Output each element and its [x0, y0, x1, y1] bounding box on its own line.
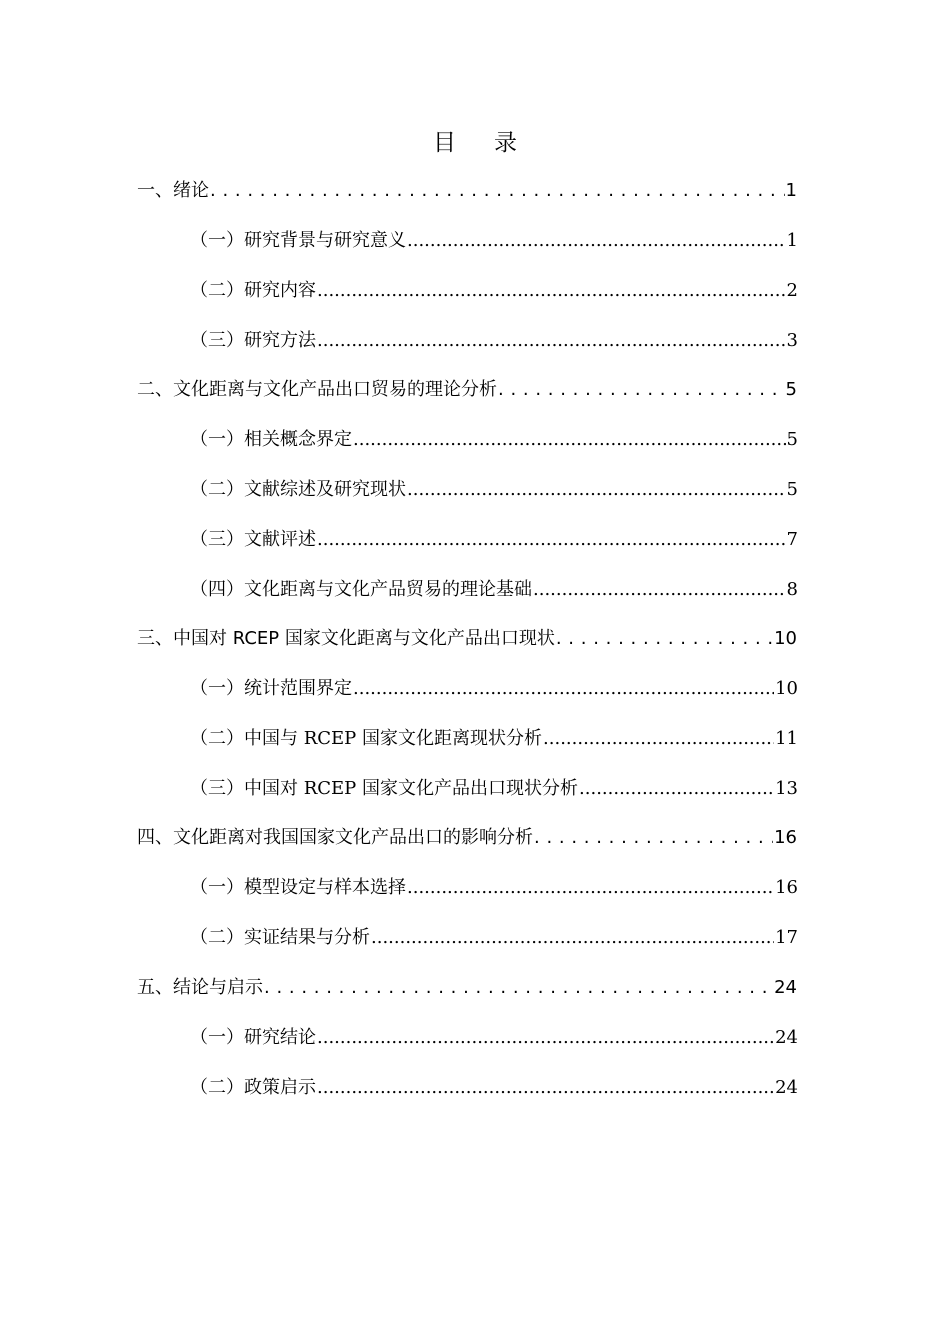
toc-entry-page: 7 — [786, 529, 798, 550]
toc-entry-section-5-1[interactable] — [190, 1023, 798, 1053]
page-title-part-2: 录 — [494, 130, 517, 156]
toc-entry-label: （二）中国与 RCEP 国家文化距离现状分析 — [190, 728, 543, 749]
toc-entry-label: （三）中国对 RCEP 国家文化产品出口现状分析 — [190, 778, 579, 799]
toc-entry-section-2-3[interactable] — [190, 525, 798, 555]
page-title-part-1: 目 — [433, 130, 456, 156]
toc-entry-page: 5 — [786, 479, 798, 500]
dot-leader — [533, 575, 786, 605]
toc-entry-page: 5 — [786, 429, 798, 450]
dot-leader — [317, 1073, 774, 1103]
page-title — [0, 124, 950, 157]
dot-leader — [317, 276, 786, 306]
toc-entry-label: （三）文献评述 — [190, 529, 316, 550]
toc-entry-section-2-4[interactable] — [190, 575, 798, 605]
dot-leader — [556, 624, 773, 654]
toc-entry-label: （二）实证结果与分析 — [190, 927, 370, 948]
dot-leader — [371, 923, 774, 953]
toc-entry-label: （二）政策启示 — [190, 1077, 316, 1098]
toc-entry-page: 11 — [775, 728, 798, 749]
toc-entry-page: 16 — [775, 877, 798, 898]
toc-entry-label: 五、结论与启示 — [137, 977, 263, 998]
toc-entry-section-4-1[interactable] — [190, 873, 798, 903]
toc-entry-section-4-2[interactable] — [190, 923, 798, 953]
toc-entry-section-1-1[interactable] — [190, 226, 798, 256]
toc-entry-page: 17 — [775, 927, 798, 948]
toc-entry-label: （二）研究内容 — [190, 280, 316, 301]
dot-leader — [498, 375, 785, 405]
toc-entry-label: （一）相关概念界定 — [190, 429, 352, 450]
toc-entry-label: 三、中国对 RCEP 国家文化距离与文化产品出口现状 — [137, 628, 555, 649]
toc-entry-chapter-3[interactable] — [137, 624, 797, 654]
toc-entry-page: 1 — [785, 180, 797, 201]
toc-entry-page: 1 — [786, 230, 798, 251]
toc-entry-page: 24 — [775, 1027, 798, 1048]
dot-leader — [317, 326, 786, 356]
toc-entry-label: （一）统计范围界定 — [190, 678, 352, 699]
toc-entry-label: 二、文化距离与文化产品出口贸易的理论分析 — [137, 379, 497, 400]
dot-leader — [543, 724, 774, 754]
toc-entry-page: 3 — [786, 330, 798, 351]
dot-leader — [317, 1023, 774, 1053]
dot-leader — [407, 475, 786, 505]
toc-entry-page: 16 — [774, 827, 797, 848]
dot-leader — [353, 425, 786, 455]
toc-entry-page: 2 — [786, 280, 798, 301]
toc-entry-page: 13 — [775, 778, 798, 799]
toc-entry-section-2-1[interactable] — [190, 425, 798, 455]
toc-entry-label: （二）文献综述及研究现状 — [190, 479, 406, 500]
dot-leader — [353, 674, 774, 704]
toc-entry-chapter-2[interactable] — [137, 375, 797, 405]
dot-leader — [317, 525, 786, 555]
dot-leader — [579, 774, 774, 804]
toc-entry-page: 10 — [775, 678, 798, 699]
toc-entry-label: （一）研究结论 — [190, 1027, 316, 1048]
toc-entry-section-1-3[interactable] — [190, 326, 798, 356]
toc-entry-page: 10 — [774, 628, 797, 649]
toc-entry-chapter-5[interactable] — [137, 973, 797, 1003]
toc-entry-section-3-2[interactable] — [190, 724, 798, 754]
toc-entry-label: （三）研究方法 — [190, 330, 316, 351]
toc-entry-page: 5 — [785, 379, 797, 400]
toc-entry-section-5-2[interactable] — [190, 1073, 798, 1103]
toc-entry-section-2-2[interactable] — [190, 475, 798, 505]
toc-entry-label: 一、绪论 — [137, 180, 209, 201]
toc-entry-label: （四）文化距离与文化产品贸易的理论基础 — [190, 579, 532, 600]
toc-entry-section-1-2[interactable] — [190, 276, 798, 306]
toc-entry-section-3-1[interactable] — [190, 674, 798, 704]
dot-leader — [407, 873, 774, 903]
toc-entry-chapter-1[interactable] — [137, 176, 797, 206]
toc-entry-page: 24 — [774, 977, 797, 998]
toc-entry-section-3-3[interactable] — [190, 774, 798, 804]
toc-entry-label: （一）模型设定与样本选择 — [190, 877, 406, 898]
toc-entry-page: 24 — [775, 1077, 798, 1098]
toc-entry-label: 四、文化距离对我国国家文化产品出口的影响分析 — [137, 827, 533, 848]
toc-entry-chapter-4[interactable] — [137, 823, 797, 853]
dot-leader — [264, 973, 773, 1003]
dot-leader — [407, 226, 786, 256]
dot-leader — [534, 823, 773, 853]
toc-entry-page: 8 — [786, 579, 798, 600]
dot-leader — [210, 176, 785, 206]
toc-entry-label: （一）研究背景与研究意义 — [190, 230, 406, 251]
